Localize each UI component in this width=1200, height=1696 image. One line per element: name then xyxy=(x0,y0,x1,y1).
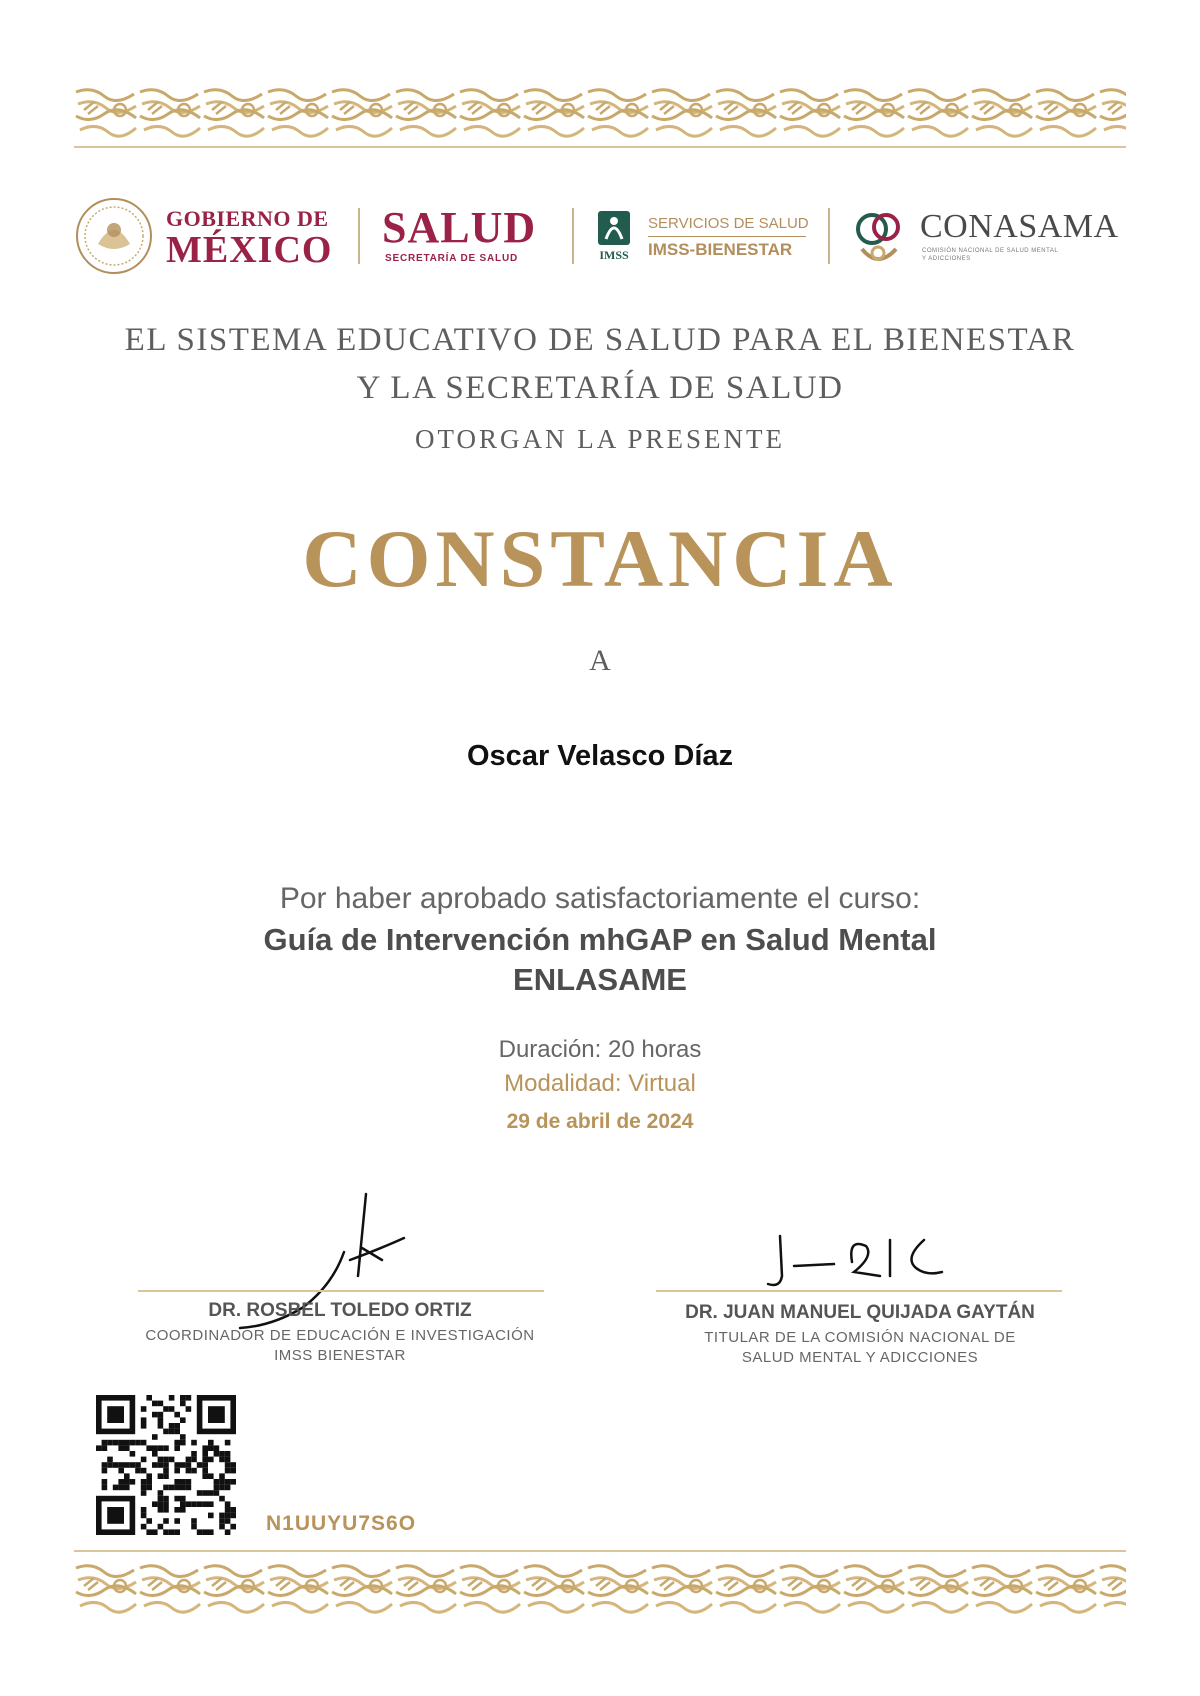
course-intro: Por haber aprobado satisfactoriamente el curso: xyxy=(279,882,921,915)
logo-separator xyxy=(358,208,360,264)
signatory-1-role xyxy=(110,1326,570,1366)
signatory-1-role-line1: COORDINADOR DE EDUCACIÓN E INVESTIGACIÓN xyxy=(145,1327,535,1344)
signatory-2-role-line2: SALUD MENTAL Y ADICCIONES xyxy=(741,1349,979,1366)
gobierno-line2: MÉXICO xyxy=(166,229,333,271)
verification-qr-icon[interactable] xyxy=(88,1395,248,1535)
issuer-line2: Y LA SECRETARÍA DE SALUD xyxy=(356,370,844,406)
conasama-name: CONASAMA xyxy=(920,208,1119,245)
imss-bienestar-name: IMSS-BIENESTAR xyxy=(648,240,793,259)
top-ornament-band xyxy=(74,84,1126,138)
recipient-name: Oscar Velasco Díaz xyxy=(467,740,733,772)
imss-mark: IMSS xyxy=(599,248,629,262)
top-divider xyxy=(74,146,1126,148)
verification-code: N1UUYU7S6O xyxy=(266,1512,417,1535)
bottom-divider xyxy=(74,1550,1126,1552)
signatory-1-name: DR. ROSBEL TOLEDO ORTIZ xyxy=(208,1300,472,1321)
issuer-line3: OTORGAN LA PRESENTE xyxy=(414,424,786,454)
salud-logo-text: SALUD xyxy=(382,203,537,252)
course-duration: Duración: 20 horas xyxy=(498,1036,702,1063)
issue-date: 29 de abril de 2024 xyxy=(506,1110,694,1133)
national-seal-icon xyxy=(74,196,154,276)
logo-separator xyxy=(572,208,574,264)
conasama-subtitle-line2: Y ADICCIONES xyxy=(922,256,971,262)
salud-subtitle: SECRETARÍA DE SALUD xyxy=(385,253,518,264)
ornament-pattern-icon xyxy=(74,1560,1126,1614)
imss-divider xyxy=(648,236,806,237)
signature-line-2 xyxy=(656,1290,1062,1292)
signature-2-icon xyxy=(764,1232,964,1296)
conasama-subtitle xyxy=(922,247,1058,263)
ornament-pattern-icon xyxy=(74,84,1126,138)
signature-line-1 xyxy=(138,1290,544,1292)
conasama-subtitle-line1: COMISIÓN NACIONAL DE SALUD MENTAL xyxy=(922,248,1059,254)
recipient-prefix: A xyxy=(589,644,611,677)
bottom-ornament-band xyxy=(74,1560,1126,1614)
signatory-2-role-line1: TITULAR DE LA COMISIÓN NACIONAL DE xyxy=(704,1329,1016,1346)
certificate-title: CONSTANCIA xyxy=(302,513,898,604)
issuer-line1: EL SISTEMA EDUCATIVO DE SALUD PARA EL BIENESTAR xyxy=(124,322,1076,358)
logo-separator xyxy=(828,208,830,264)
imss-services: SERVICIOS DE SALUD xyxy=(648,215,809,232)
conasama-logo-icon xyxy=(848,205,908,269)
course-modality: Modalidad: Virtual xyxy=(504,1070,696,1097)
signatory-2-name: DR. JUAN MANUEL QUIJADA GAYTÁN xyxy=(685,1302,1035,1323)
signatory-1-role-line2: IMSS BIENESTAR xyxy=(274,1347,406,1364)
signatory-2-role xyxy=(630,1328,1090,1368)
imss-logo-icon xyxy=(594,209,634,263)
course-name-line2: ENLASAME xyxy=(513,962,687,997)
course-name-line1: Guía de Intervención mhGAP en Salud Mental xyxy=(263,922,937,957)
gobierno-line1: GOBIERNO DE xyxy=(166,206,329,231)
